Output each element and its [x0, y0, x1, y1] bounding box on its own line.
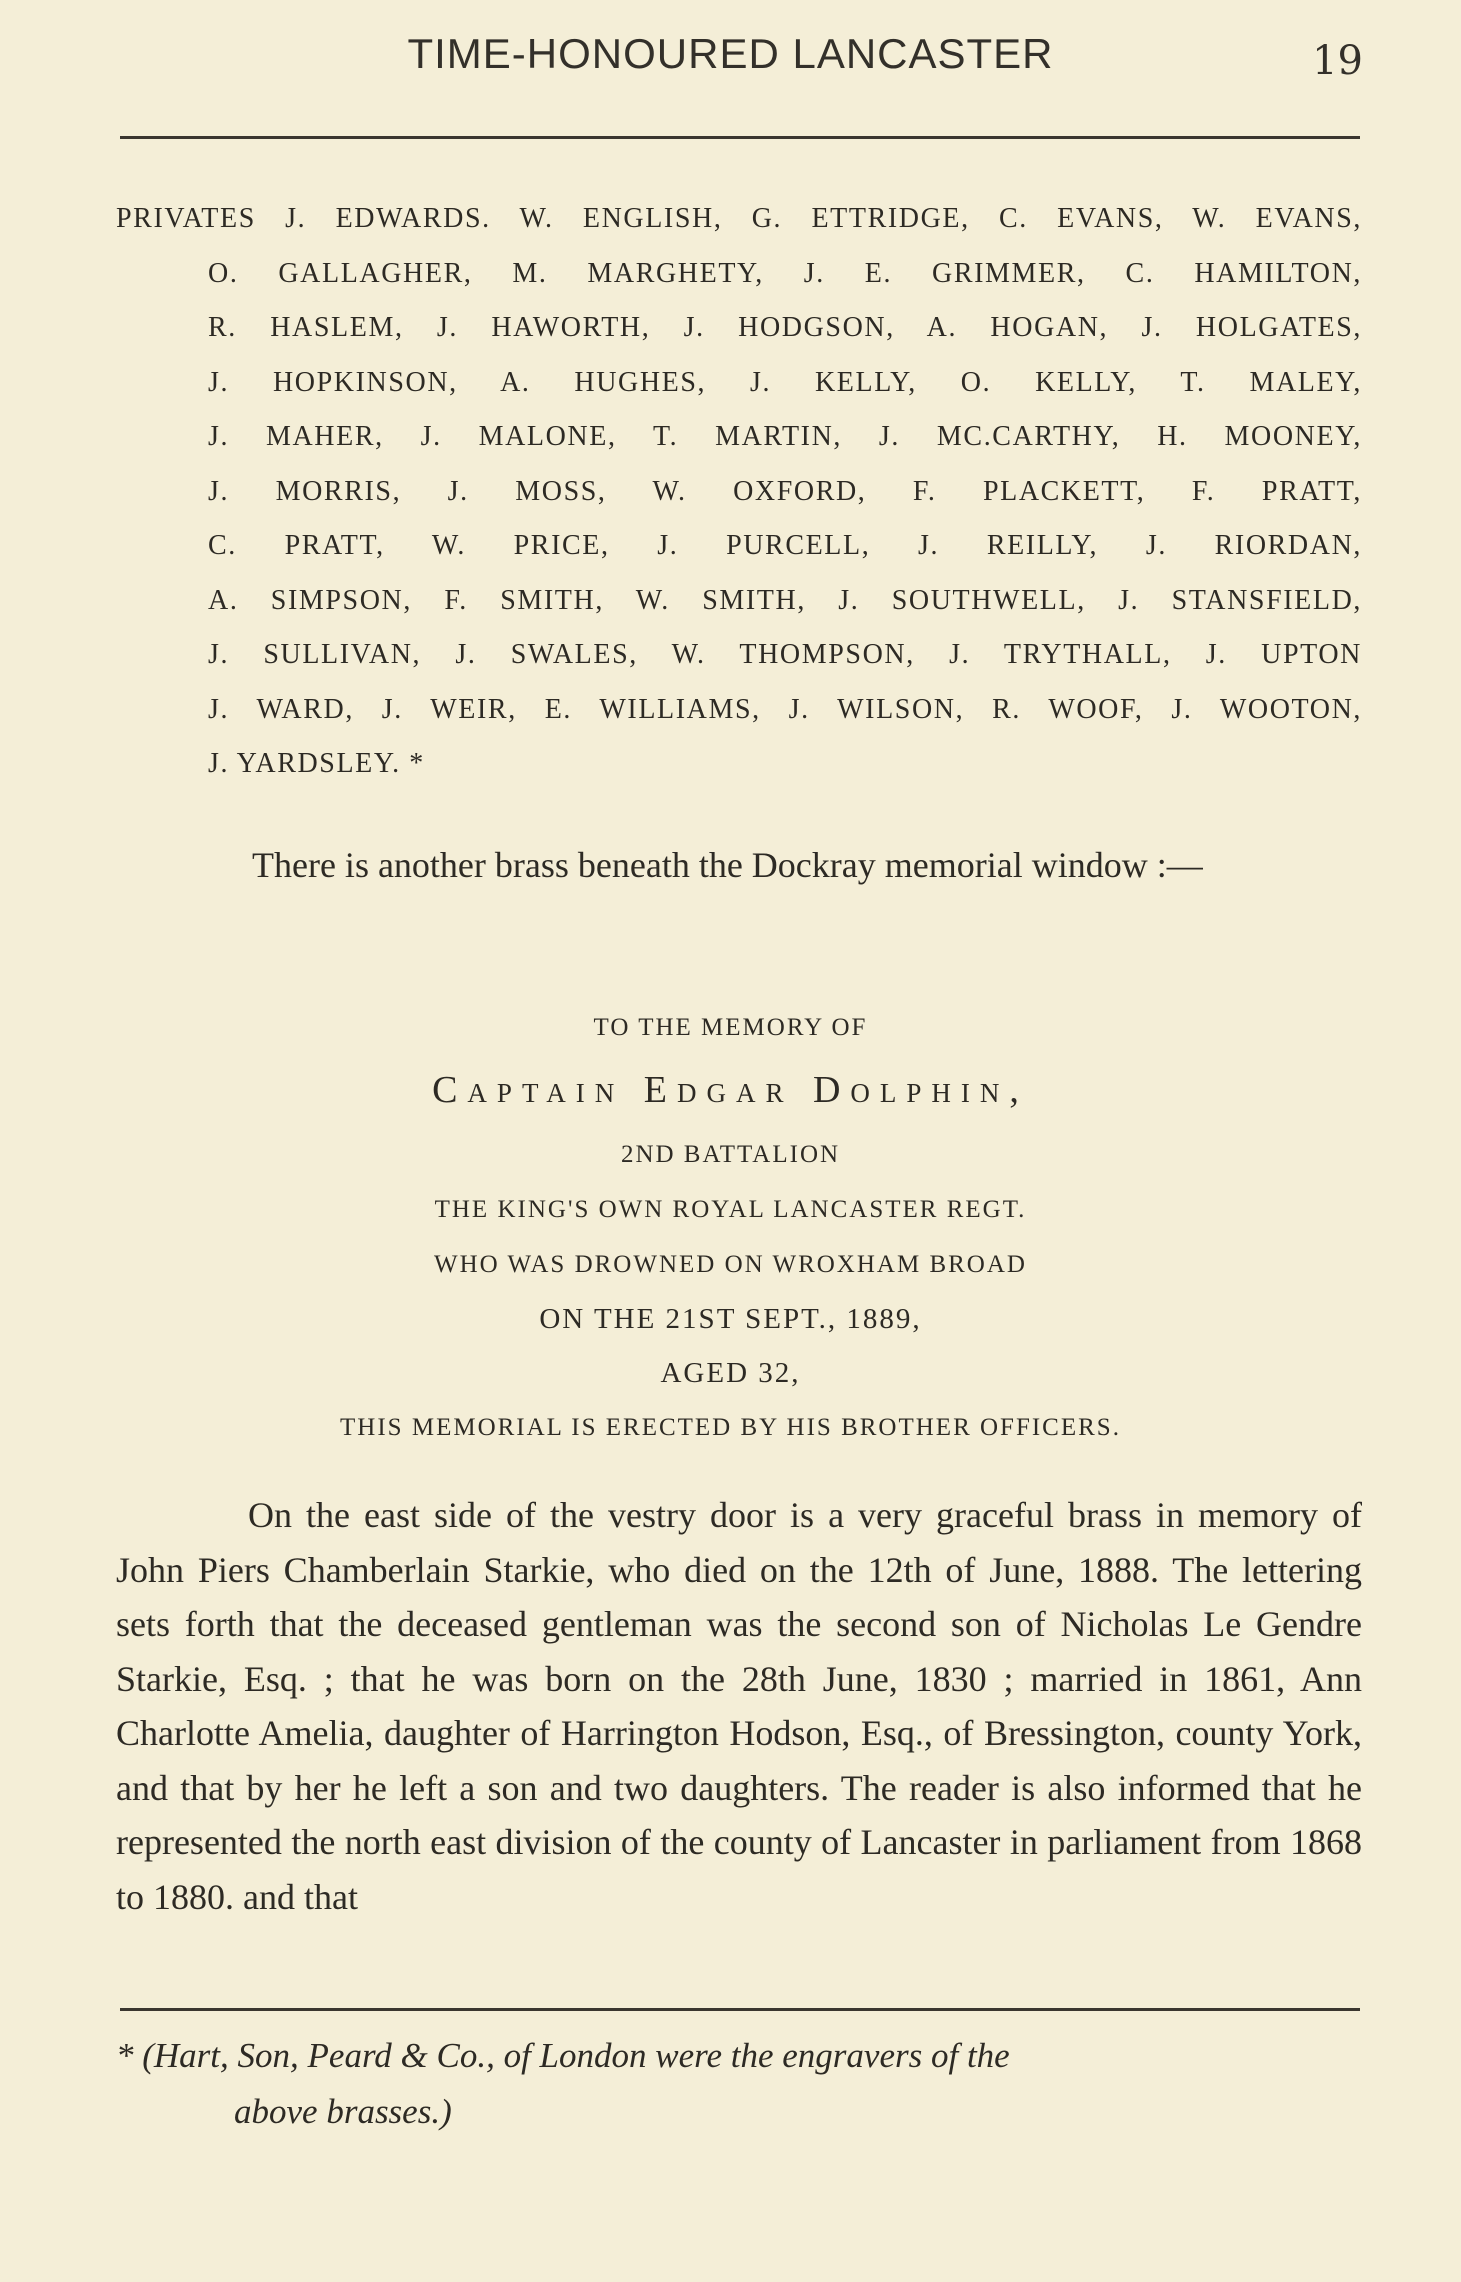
page-number: 19 — [1312, 38, 1363, 84]
inscription-line: AGED 32, — [660, 1357, 801, 1389]
privates-line: J. WARD, J. WEIR, E. WILLIAMS, J. WILSON, R. WOOF, J. WOOTON, — [208, 693, 1362, 725]
footnote-rule — [120, 2008, 1360, 2011]
inscription-line: 2ND BATTALION — [620, 1141, 841, 1168]
privates-line: A. SIMPSON, F. SMITH, W. SMITH, J. SOUTHWELL, J. STANSFIELD, — [208, 584, 1362, 616]
running-title: TIME-HONOURED LANCASTER — [407, 30, 1054, 77]
privates-line: J. HOPKINSON, A. HUGHES, J. KELLY, O. KELLY, T. MALEY, — [208, 366, 1362, 398]
footnote — [116, 2028, 1362, 2140]
header-rule — [120, 136, 1360, 139]
privates-line: O. GALLAGHER, M. MARGHETY, J. E. GRIMMER, C. HAMILTON, — [208, 257, 1362, 289]
inscription-line: THIS MEMORIAL IS ERECTED BY HIS BROTHER OFFICERS. — [340, 1414, 1121, 1441]
privates-line: J. YARDSLEY. * — [208, 748, 425, 779]
intro-paragraph: There is another brass beneath the Dockray memorial window :— — [252, 845, 1203, 885]
privates-list — [116, 192, 1362, 792]
inscription-line: THE KING'S OWN ROYAL LANCASTER REGT. — [434, 1196, 1027, 1223]
inscription-line: ON THE 21ST SEPT., 1889, — [539, 1303, 922, 1335]
inscription-line: TO THE MEMORY OF — [593, 1014, 868, 1041]
footnote-line: above brasses.) — [234, 2092, 452, 2131]
inscription-line: WHO WAS DROWNED ON WROXHAM BROAD — [434, 1251, 1027, 1278]
privates-line: J. SULLIVAN, J. SWALES, W. THOMPSON, J. TRYTHALL, J. UPTON — [208, 639, 1362, 670]
privates-line: PRIVATES J. EDWARDS. W. ENGLISH, G. ETTRIDGE, C. EVANS, W. EVANS, — [116, 203, 1362, 234]
inscription-name: Captain Edgar Dolphin, — [432, 1069, 1029, 1111]
privates-line: J. MORRIS, J. MOSS, W. OXFORD, F. PLACKETT, F. PRATT, — [208, 475, 1362, 507]
privates-line: C. PRATT, W. PRICE, J. PURCELL, J. REILLY, J. RIORDAN, — [208, 530, 1362, 561]
privates-line: J. MAHER, J. MALONE, T. MARTIN, J. MC.CARTHY, H. MOONEY, — [208, 421, 1362, 452]
privates-line: R. HASLEM, J. HAWORTH, J. HODGSON, A. HOGAN, J. HOLGATES, — [208, 312, 1362, 343]
body-paragraph: On the east side of the vestry door is a very graceful brass in memory of John Piers Chamberlain Starkie, who died on the 12th of June, 1888. The lettering sets forth that the deceased gentleman was the second son of Nicholas Le Gendre Starkie, Esq. ; that he was born on the 28th June, 1830 ; married in 1861, Ann Charlotte Amelia, daughter of Harrington Hodson, Esq., of Bressington, county York, and that by her he left a son and two daughters. The reader is also informed that he represented the north east division of the county of Lancaster in parliament from 1868 to 1880. and that — [116, 1495, 1362, 1917]
footnote-line: * (Hart, Son, Peard & Co., of London were the engravers of the — [116, 2036, 1010, 2075]
running-head — [0, 30, 1461, 90]
memorial-inscription — [0, 1004, 1461, 1456]
